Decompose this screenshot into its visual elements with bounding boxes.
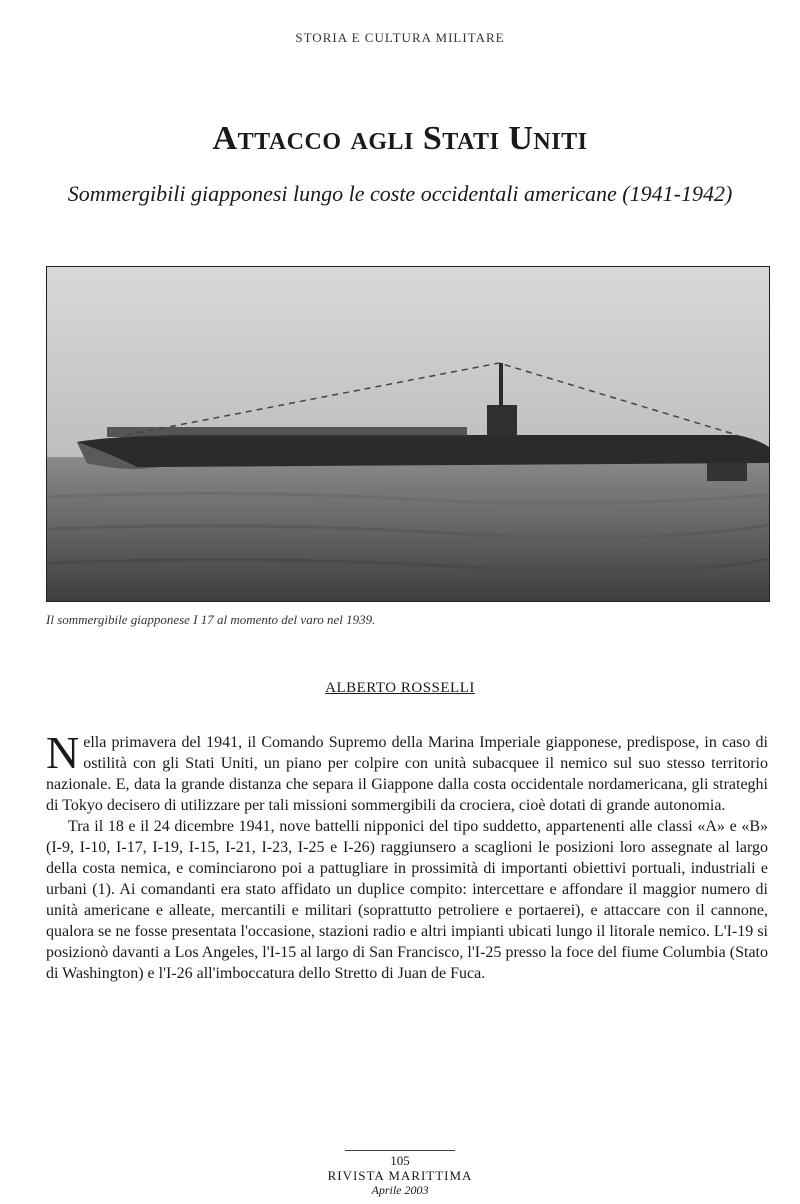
submarine-photo [46, 266, 770, 602]
paragraph-1-text: ella primavera del 1941, il Comando Supremo della Marina Imperiale giapponese, predispose, in caso di ostilità con gli Stati Uniti, un piano per colpire con unità subacquee il nemico sul suo stesso territorio nazionale. E, data la grande distanza che separa il Giappone dalla costa occidentale nordamericana, gli strateghi di Tokyo decisero di utilizzare per tali missioni sommergibili da crociera, cioè dotati di grande autonomia. [46, 734, 768, 814]
running-head: STORIA E CULTURA MILITARE [295, 30, 505, 45]
photo-caption: Il sommergibile giapponese I 17 al momento del varo nel 1939. [46, 612, 376, 627]
page-footer [0, 1150, 800, 1198]
mast [499, 363, 503, 407]
author-name: ALBERTO ROSSELLI [325, 680, 475, 696]
magazine-name: RIVISTA MARITTIMA [327, 1168, 473, 1183]
conning-tower [487, 405, 517, 437]
issue-date: Aprile 2003 [371, 1183, 429, 1197]
drop-cap: N [46, 727, 80, 778]
photo-water [47, 457, 769, 601]
article-title: Attacco agli Stati Uniti [212, 120, 588, 157]
article-subtitle: Sommergibili giapponesi lungo le coste occidentali americane (1941-1942) [67, 181, 733, 206]
paragraph-1 [46, 727, 768, 816]
paragraph-2: Tra il 18 e il 24 dicembre 1941, nove battelli nipponici del tipo suddetto, appartenenti alle classi «A» e «B» (I-9, I-10, I-17, I-19, I-15, I-21, I-23, I-25 e I-26) raggiunsero a scaglioni le posizioni loro assegnate al largo della costa nemica, e cominciarono poi a pattugliare in prossimità di importanti obiettivi portuali, industriali e urbani (1). Ai comandanti era stato affidato un duplice compito: intercettare e affondare il maggior numero di unità americane e alleate, mercantili e militari (soprattutto petroliere e portaerei), e attaccare con il cannone, qualora se ne fosse presentata l'occasione, stazioni radio e altri impianti ubicati lungo il litorale nemico. L'I-19 si posizionò davanti a Los Angeles, l'I-15 al largo di San Francisco, l'I-25 presso la foce del fiume Columbia (Stato di Washington) e l'I-26 all'imboccatura dello Stretto di Juan de Fuca. [46, 818, 768, 982]
submarine-launch-illustration [47, 267, 769, 601]
tugboat [707, 463, 747, 481]
footer-rule [345, 1150, 455, 1151]
article-body [46, 727, 768, 984]
page-number: 105 [390, 1153, 410, 1168]
